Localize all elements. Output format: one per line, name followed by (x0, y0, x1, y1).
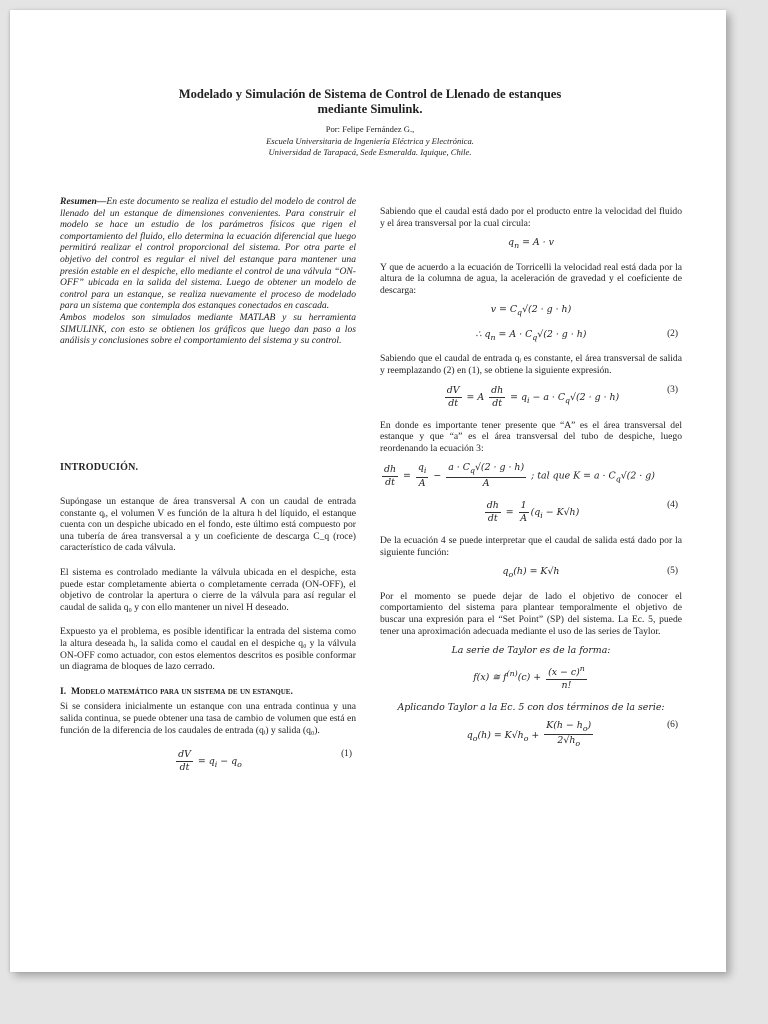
equation-5-number: (5) (667, 566, 678, 577)
title-line-2: mediante Simulink. (317, 102, 423, 116)
abstract-text: En este documento se realiza el estudio del modelo de control de llenado del un estanque de dimensiones convenientes. Para construir el modelo se hace un estudio de los parámetros físicos que rigen el comportamiento del fluido, ello determina la ecuación diferencial que luego permitirá realizar el control proporcional del sistema. Por otra parte el objetivo del control es regular el nivel del estanque para mantener una presión estable en el despiche, ello mediante el control de una válvula “ON-OFF” ubicada en la salida del sistema. Luego de obtener un modelo de control para un estanque, se realiza nuevamente el proceso de modelado para un sistema que contempla dos estanques conectados en cascada. (60, 196, 356, 312)
intro-heading: INTRODUCIÓN. (60, 462, 139, 473)
author-block (70, 124, 670, 159)
intro-paragraph-2: El sistema es controlado mediante la válvula ubicada en el despiche, esta puede estar completamente abierta o completamente cerrada (ON-OFF), el objetivo de controlar la apertura o cierre de la válvula para así regular el caudal de salida q₀ y con ello mantener un nivel H deseado. (60, 566, 356, 613)
intro-paragraph-1: Supóngase un estanque de área transversal A con un caudal de entrada constante qᵢ, el volumen V es función de la altura h del líquido, el estanque cuenta con un despiche ubicado en el fondo, este último está compuesto por una tubería de área transversal a y un coeficiente de descarga C_q (roce) característico de cada válvula. (60, 496, 356, 554)
section-1-heading (60, 686, 356, 698)
abstract (60, 196, 356, 347)
author-school: Escuela Universitaria de Ingeniería Eléctrica y Electrónica. (266, 135, 474, 146)
right-paragraph-6: Por el momento se puede dejar de lado el objetivo de conocer el comportamiento del sistema para plantear temporalmente el objetivo de buscar una expresión para el “Set Point” (SP) del sistema. La Ec. 5, puede tener una aproximación adecuada mediante el uso de las series de Taylor. (380, 590, 682, 637)
right-paragraph-4: En donde es importante tener presente que “A” es el área transversal del estanque y que “a” es el área transversal del tubo de despiche, luego reordenando la ecuación 3: (380, 419, 682, 454)
section-1-number: I. (60, 685, 67, 697)
equation-2: ∴ $q_n = A \cdot C_q√(2 \cdot g \cdot h)$ (2) (475, 328, 678, 342)
section-1-paragraph: Si se considera inicialmente un estanque con una entrada continua y una salida continua, se puede obtener una tasa de cambio de volumen que está en función de la diferencia de los caudales de entrada (qᵢ) y salida (q₀). (60, 701, 356, 736)
taylor-caption: La serie de Taylor es de la forma: (451, 645, 611, 657)
equation-3b: $\frac{dh}{dt}$ = $\frac{q_i}{A}$ − $\frac{a \cdot C_q√(2 \cdot g \cdot h)}{A}$ ; tal que $K = a \cdot C_q√(2 \cdot g)$ (384, 462, 655, 490)
equation-1: $\frac{dV}{dt}$ = $q_i - q_o$ (1) (178, 749, 352, 774)
equation-3-number: (3) (667, 384, 678, 395)
author-name: Por: Felipe Fernández G., (325, 124, 415, 134)
right-paragraph-2: Y que de acuerdo a la ecuación de Torricelli la velocidad real está dada por la altura de la columna de agua, la aceleración de gravedad y el coeficiente de descarga: (380, 261, 682, 296)
equation-taylor: f(x) ≅ $f^{(n)}(c)$ + $\frac{(x - c)^n}{n!}$ (473, 663, 585, 691)
right-paragraph-5: De la ecuación 4 se puede interpretar que el caudal de salida está dado por la siguiente función: (380, 535, 682, 558)
right-paragraph-3: Sabiendo que el caudal de entrada qᵢ es constante, el área transversal de salida y reemplazando (2) en (1), se obtiene la siguiente expresión. (380, 353, 682, 376)
right-column-body (380, 206, 682, 760)
equation-flow: $q_n = A \cdot v$ (508, 237, 554, 251)
equation-5: $q_o(h) = K√h$ (5) (502, 566, 678, 580)
equation-velocity: $v = C_q√(2 \cdot g \cdot h)$ (490, 304, 572, 318)
paper-title (70, 87, 670, 117)
equation-1-number: (1) (341, 749, 352, 760)
equation-4-number: (4) (667, 500, 678, 511)
equation-2-number: (2) (667, 328, 678, 339)
abstract-text-2: Ambos modelos son simulados mediante MATLAB y su herramienta SIMULINK, con esto se obtienen los gráficos que luego dan paso a los análisis y conclusiones sobre el comportamiento del sistema y su control. (60, 311, 356, 347)
equation-6: $q_o(h) = K√h_o$ + $\frac{K(h - h_o)}{2√h_o}$ (6) (466, 719, 678, 749)
equation-4: $\frac{dh}{dt}$ = $\frac{1}{A}$ $(q_i - K√h)$ (4) (486, 500, 678, 525)
equation-3: $\frac{dV}{dt}$ = A $\frac{dh}{dt}$ = $q_i - a \cdot C_q√(2 \cdot g \cdot h)$ (3) (446, 384, 678, 409)
intro-paragraph-3: Expuesto ya el problema, es posible identificar la entrada del sistema como la altura deseada hᵢ, la salida como el caudal en el despiche q₀ y la válvula ON-OFF como actuador, con estos elementos descritos es posible conformar un diagrama de bloques de lazo cerrado. (60, 626, 356, 673)
apply-taylor-caption: Aplicando Taylor a la Ec. 5 con dos términos de la serie: (397, 701, 665, 713)
right-paragraph-1: Sabiendo que el caudal está dado por el producto entre la velocidad del fluido y el área transversal por la cual circula: (380, 206, 682, 229)
section-1-title: Modelo matemático para un sistema de un estanque. (70, 685, 293, 697)
abstract-keyword: Resumen— (60, 196, 107, 207)
document-page (10, 10, 726, 972)
title-line-1: Modelado y Simulación de Sistema de Control de Llenado de estanques (178, 87, 562, 101)
author-university: Universidad de Tarapacá, Sede Esmeralda. Iquique, Chile. (268, 147, 472, 157)
equation-6-number: (6) (667, 719, 678, 730)
left-column-body (60, 496, 356, 784)
